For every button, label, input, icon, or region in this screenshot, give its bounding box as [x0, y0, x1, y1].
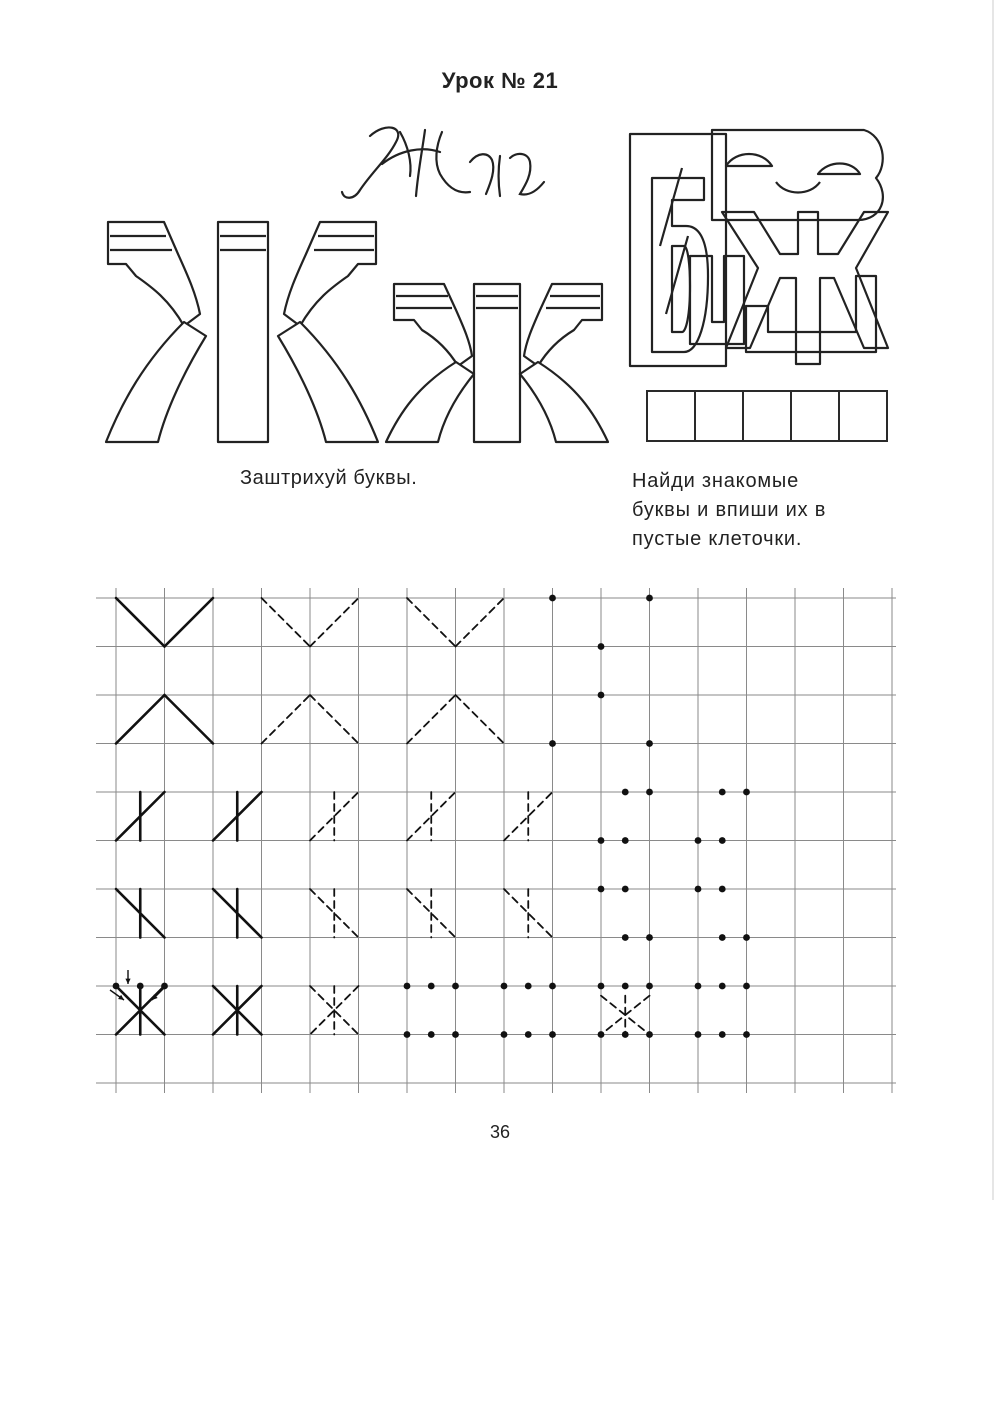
guide-dot [646, 595, 653, 602]
guide-dot [525, 983, 532, 990]
outlined-letters [96, 206, 616, 446]
instruction-shade-letters: Заштрихуй буквы. [240, 467, 418, 489]
trace-stroke [310, 598, 359, 647]
guide-dot [598, 886, 605, 893]
guide-dot [719, 886, 726, 893]
guide-dot [646, 1031, 653, 1038]
guide-dot [695, 1031, 702, 1038]
guide-dot [743, 983, 750, 990]
guide-dot [622, 983, 629, 990]
instruction-line: Найди знакомые [632, 470, 800, 492]
guide-dot [525, 1031, 532, 1038]
answer-cell[interactable] [696, 392, 744, 440]
guide-dot [452, 1031, 459, 1038]
answer-cell[interactable] [792, 392, 840, 440]
trace-stroke [262, 598, 311, 647]
overlapping-letters-puzzle [626, 126, 896, 376]
guide-dot [404, 983, 411, 990]
cursive-letter-pair [330, 112, 560, 212]
guide-dot [622, 1031, 629, 1038]
guide-dot [646, 983, 653, 990]
guide-dot [695, 886, 702, 893]
trace-stroke [407, 598, 456, 647]
answer-cells [646, 390, 888, 442]
guide-dot [695, 837, 702, 844]
guide-dot [549, 595, 556, 602]
guide-dot [501, 983, 508, 990]
guide-dot [404, 1031, 411, 1038]
trace-stroke [456, 695, 505, 744]
guide-dot [598, 1031, 605, 1038]
guide-dot [161, 983, 168, 990]
guide-dot [549, 983, 556, 990]
guide-dot [743, 1031, 750, 1038]
script-stroke [342, 127, 398, 197]
trace-stroke [262, 695, 311, 744]
stroke-order-arrow-head [118, 995, 124, 1000]
answer-cell[interactable] [744, 392, 792, 440]
guide-dot [137, 983, 144, 990]
trace-stroke [165, 695, 214, 744]
guide-dot [622, 837, 629, 844]
guide-dot [598, 643, 605, 650]
trace-stroke [407, 695, 456, 744]
page-edge [992, 0, 994, 1200]
trace-stroke [310, 695, 359, 744]
instruction-find-letters [632, 467, 826, 554]
guide-dot [501, 1031, 508, 1038]
trace-stroke [456, 598, 505, 647]
trace-stroke [165, 598, 214, 647]
guide-dot [428, 983, 435, 990]
guide-dot [646, 934, 653, 941]
guide-dot [622, 934, 629, 941]
guide-dot [598, 837, 605, 844]
guide-dot [743, 789, 750, 796]
instruction-line: пустые клеточки. [632, 528, 803, 550]
guide-dot [452, 983, 459, 990]
guide-dot [549, 740, 556, 747]
guide-dot [719, 1031, 726, 1038]
trace-stroke [116, 598, 165, 647]
trace-stroke [116, 695, 165, 744]
tracing-grid[interactable] [96, 588, 896, 1098]
guide-dot [719, 837, 726, 844]
guide-dot [622, 789, 629, 796]
guide-dot [428, 1031, 435, 1038]
guide-dot [113, 983, 120, 990]
answer-cell[interactable] [648, 392, 696, 440]
guide-dot [622, 886, 629, 893]
guide-dot [719, 983, 726, 990]
outline-lowercase-zhe [386, 284, 608, 442]
guide-dot [646, 740, 653, 747]
stroke-order-arrow-head [125, 979, 130, 984]
guide-dot [719, 789, 726, 796]
guide-dot [743, 934, 750, 941]
page-number: 36 [489, 1122, 511, 1142]
lesson-title: Урок № 21 [441, 68, 559, 93]
instruction-line: буквы и впиши их в [632, 499, 827, 521]
outline-uppercase-zhe [106, 222, 378, 442]
guide-dot [598, 983, 605, 990]
guide-dot [719, 934, 726, 941]
guide-dot [598, 692, 605, 699]
answer-cell[interactable] [840, 392, 886, 440]
guide-dot [695, 983, 702, 990]
guide-dot [646, 789, 653, 796]
guide-dot [549, 1031, 556, 1038]
